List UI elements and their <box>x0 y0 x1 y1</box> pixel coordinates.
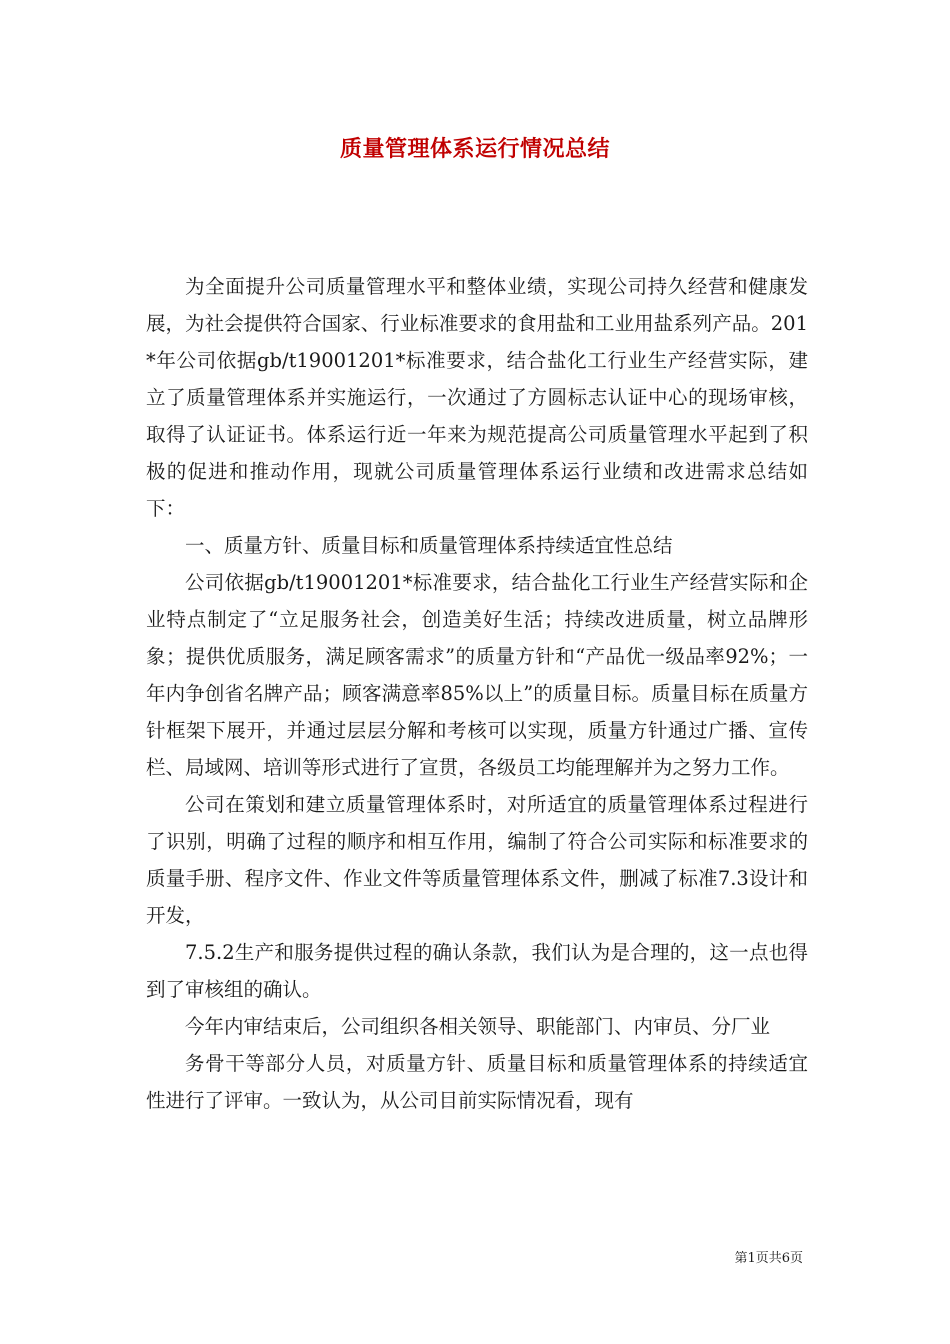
paragraph-system-planning: 公司在策划和建立质量管理体系时，对所适宜的质量管理体系过程进行了识别，明确了过程的顺序和相互作用，编制了符合公司实际和标准要求的质量手册、程序文件、作业文件等质量管理体系文件，删减了标准7.3设计和开发， <box>146 793 808 927</box>
section-heading-1: 一、质量方针、质量目标和质量管理体系持续适宜性总结 <box>185 534 673 557</box>
paragraph-review: 务骨干等部分人员，对质量方针、质量目标和质量管理体系的持续适宜性进行了评审。一致认为，从公司目前实际情况看，现有 <box>146 1052 808 1112</box>
paragraph-intro: 为全面提升公司质量管理水平和整体业绩，实现公司持久经营和健康发展，为社会提供符合国家、行业标准要求的食用盐和工业用盐系列产品。201*年公司依据gb/t19001201*标准要求，结合盐化工行业生产经营实际，建立了质量管理体系并实施运行，一次通过了方圆标志认证中心的现场审核，取得了认证证书。体系运行近一年来为规范提高公司质量管理水平起到了积极的促进和推动作用，现就公司质量管理体系运行业绩和改进需求总结如下： <box>146 275 808 520</box>
document-body <box>146 268 808 1119</box>
paragraph-policy: 公司依据gb/t19001201*标准要求，结合盐化工行业生产经营实际和企业特点制定了“立足服务社会，创造美好生活；持续改进质量，树立品牌形象；提供优质服务，满足顾客需求”的质量方针和“产品优一级品率92%；一年内争创省名牌产品；顾客满意率85%以上”的质量目标。质量目标在质量方针框架下展开，并通过层层分解和考核可以实现，质量方针通过广播、宣传栏、局域网、培训等形式进行了宣贯，各级员工均能理解并为之努力工作。 <box>146 571 808 779</box>
paragraph-clause-confirmation: 7.5.2生产和服务提供过程的确认条款，我们认为是合理的，这一点也得到了审核组的确认。 <box>146 941 808 1001</box>
page-number: 第1页共6页 <box>734 1251 803 1266</box>
page-title: 质量管理体系运行情况总结 <box>339 137 610 162</box>
paragraph-internal-audit: 今年内审结束后，公司组织各相关领导、职能部门、内审员、分厂业 <box>185 1015 771 1038</box>
